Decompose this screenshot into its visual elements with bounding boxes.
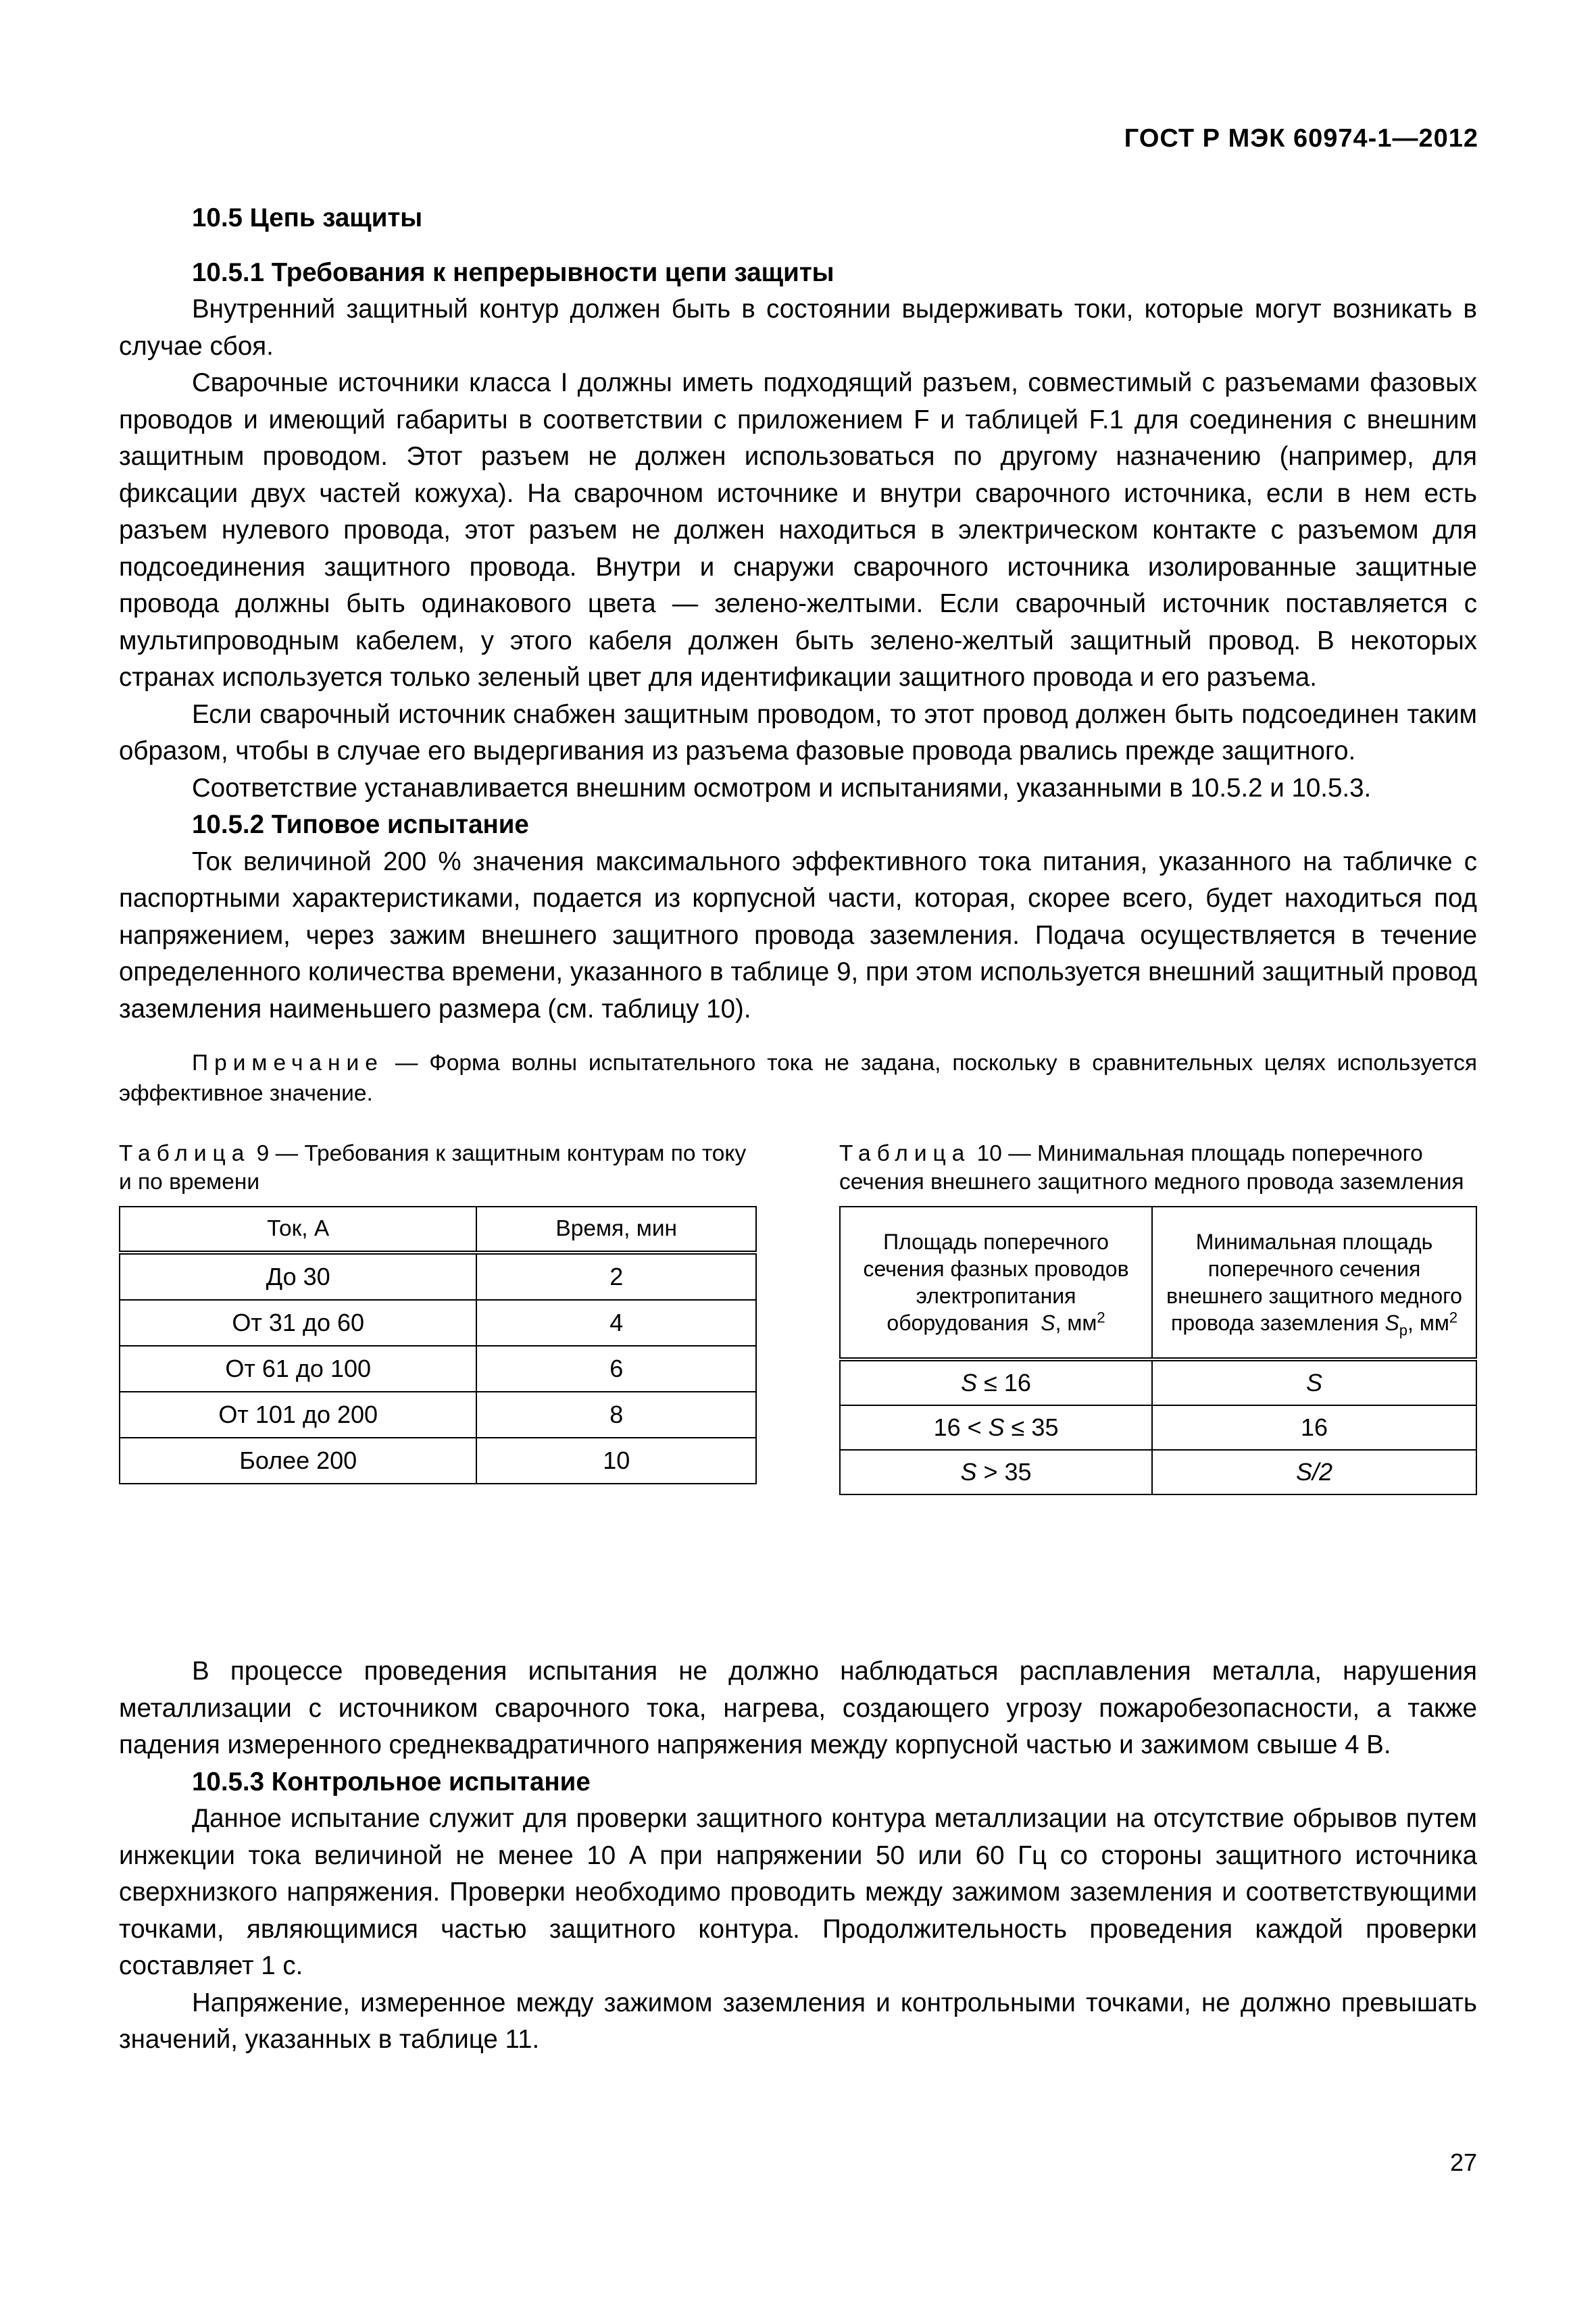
table-cell: 2 (476, 1253, 756, 1300)
table-cell: От 31 до 60 (120, 1300, 476, 1346)
paragraph: Внутренний защитный контур должен быть в состоянии выдерживать токи, которые могут возникать в случае сбоя. (119, 295, 1477, 361)
section-heading-10-5: 10.5 Цепь защиты (192, 203, 423, 232)
table-cell (840, 1359, 1152, 1405)
section-heading-10-5-3: 10.5.3 Контрольное испытание (192, 1767, 591, 1796)
table-9 (119, 1206, 757, 1484)
header-text: Площадь поперечного сечения фазных проводов электропитания оборудования (863, 1230, 1129, 1335)
cell-text: 16 < (933, 1413, 989, 1441)
table-10-caption (839, 1140, 1477, 1197)
table-row (120, 1346, 756, 1392)
note (119, 1048, 1477, 1109)
table-cell: 10 (476, 1438, 756, 1484)
table-10-header-phase-area (840, 1207, 1152, 1359)
table-row (120, 1253, 756, 1300)
table-row (120, 1438, 756, 1484)
table-header-row (120, 1207, 756, 1253)
superscript: 2 (1097, 1309, 1105, 1326)
section-heading-10-5-2: 10.5.2 Типовое испытание (192, 810, 529, 839)
table-cell: До 30 (120, 1253, 476, 1300)
table-row (840, 1405, 1476, 1450)
note-text: — Форма волны испытательного тока не задана, поскольку в сравнительных целях используется эффективное значение. (119, 1051, 1477, 1106)
table-cell (1152, 1359, 1476, 1405)
table-cell: 6 (476, 1346, 756, 1392)
cell-text: > 35 (976, 1458, 1032, 1486)
paragraph: Данное испытание служит для проверки защитного контура металлизации на отсутствие обрывов путем инжекции тока величиной не менее 10 А при напряжении 50 или 60 Гц со стороны защитного источника сверхнизкого напряжения. Проверки необходимо проводить между зажимом заземления и соответствующими точками, являющимися частью защитного контура. Продолжительность проведения каждой проверки составляет 1 с. (119, 1804, 1477, 1980)
table-9-caption (119, 1140, 757, 1197)
table-cell (840, 1405, 1152, 1450)
cell-text: S/2 (1296, 1458, 1333, 1486)
unit-text: , мм (1407, 1311, 1449, 1335)
table-10-caption-text: 10 — Минимальная площадь поперечного сечения внешнего защитного медного провода заземления (839, 1141, 1464, 1194)
table-cell (1152, 1450, 1476, 1494)
table-row (120, 1392, 756, 1438)
table-10-label: Таблица (839, 1141, 971, 1166)
superscript: 2 (1449, 1309, 1458, 1326)
table-10-header-min-area (1152, 1207, 1476, 1359)
table-row (120, 1300, 756, 1346)
table-cell: От 101 до 200 (120, 1392, 476, 1438)
variable-s: S (961, 1369, 978, 1397)
header-text: Минимальная площадь поперечного сечения внешнего защитного медного провода заземления (1166, 1230, 1462, 1335)
note-label: Примечание (192, 1051, 384, 1076)
variable-s: S (960, 1458, 977, 1486)
cell-text: ≤ 35 (1004, 1413, 1059, 1441)
variable-s: S (1041, 1311, 1055, 1335)
table-9-label: Таблица (119, 1141, 251, 1166)
section-heading-10-5-1: 10.5.1 Требования к непрерывности цепи защиты (192, 257, 834, 287)
table-10 (839, 1206, 1477, 1495)
paragraph: Если сварочный источник снабжен защитным проводом, то этот провод должен быть подсоединен таким образом, чтобы в случае его выдергивания из разъема фазовые провода рвались прежде защитного. (119, 699, 1477, 765)
page-number: 27 (1449, 2148, 1477, 2176)
document-header: ГОСТ Р МЭК 60974-1—2012 (1124, 124, 1478, 153)
table-cell (840, 1450, 1152, 1494)
table-cell: 4 (476, 1300, 756, 1346)
cell-text: ≤ 16 (977, 1369, 1031, 1397)
table-9-header-time: Время, мин (476, 1207, 756, 1253)
table-9-header-current: Ток, А (120, 1207, 476, 1253)
paragraph: Ток величиной 200 % значения максимального эффективного тока питания, указанного на табличке с паспортными характеристиками, подается из корпусной части, которая, скорее всего, будет находиться под напряжением, через зажим внешнего защитного провода заземления. Подача осуществляется в течение определенного количества времени, указанного в таблице 9, при этом используется внешний защитный провод заземления наименьшего размера (см. таблицу 10). (119, 847, 1477, 1024)
tables-row (119, 1140, 1477, 1653)
table-9-caption-text: 9 — Требования к защитным контурам по току и по времени (119, 1141, 747, 1194)
paragraph: В процессе проведения испытания не должно наблюдаться расплавления металла, нарушения металлизации с источником сварочного тока, нагрева, создающего угрозу пожаробезопасности, а также падения измеренного среднеквадратичного напряжения между корпусной частью и зажимом свыше 4 В. (119, 1657, 1477, 1759)
table-9-block (119, 1140, 757, 1484)
paragraph: Соответствие устанавливается внешним осмотром и испытаниями, указанными в 10.5.2 и 10.5.3. (192, 773, 1372, 803)
subscript: p (1399, 1322, 1408, 1339)
paragraph: Напряжение, измеренное между зажимом заземления и контрольными точками, не должно превышать значений, указанных в таблице 11. (119, 1988, 1477, 2054)
unit-text: , мм (1055, 1311, 1097, 1335)
variable-s: S (988, 1413, 1005, 1441)
table-cell: 16 (1152, 1405, 1476, 1450)
table-cell: 8 (476, 1392, 756, 1438)
table-row (840, 1359, 1476, 1405)
paragraph: Сварочные источники класса I должны иметь подходящий разъем, совместимый с разъемами фазовых проводов и имеющий габариты в соответствии с приложением F и таблицей F.1 для соединения с внешним защитным проводом. Этот разъем не должен использоваться по другому назначению (например, для фиксации двух частей кожуха). На сварочном источнике и внутри сварочного источника, если в нем есть разъем нулевого провода, этот разъем не должен находиться в электрическом контакте с разъемом для подсоединения защитного провода. Внутри и снаружи сварочного источника изолированные защитные провода должны быть одинакового цвета — зелено-желтыми. Если сварочный источник поставляется с мультипроводным кабелем, у этого кабеля должен быть зелено-желтый защитный провод. В некоторых странах используется только зеленый цвет для идентификации защитного провода и его разъема. (119, 368, 1477, 692)
variable-s: S (1306, 1369, 1323, 1397)
table-cell: Более 200 (120, 1438, 476, 1484)
table-10-block (839, 1140, 1477, 1495)
table-header-row (840, 1207, 1476, 1359)
table-cell: От 61 до 100 (120, 1346, 476, 1392)
table-row (840, 1450, 1476, 1494)
variable-s: S (1385, 1311, 1399, 1335)
document-body (119, 200, 1477, 2059)
